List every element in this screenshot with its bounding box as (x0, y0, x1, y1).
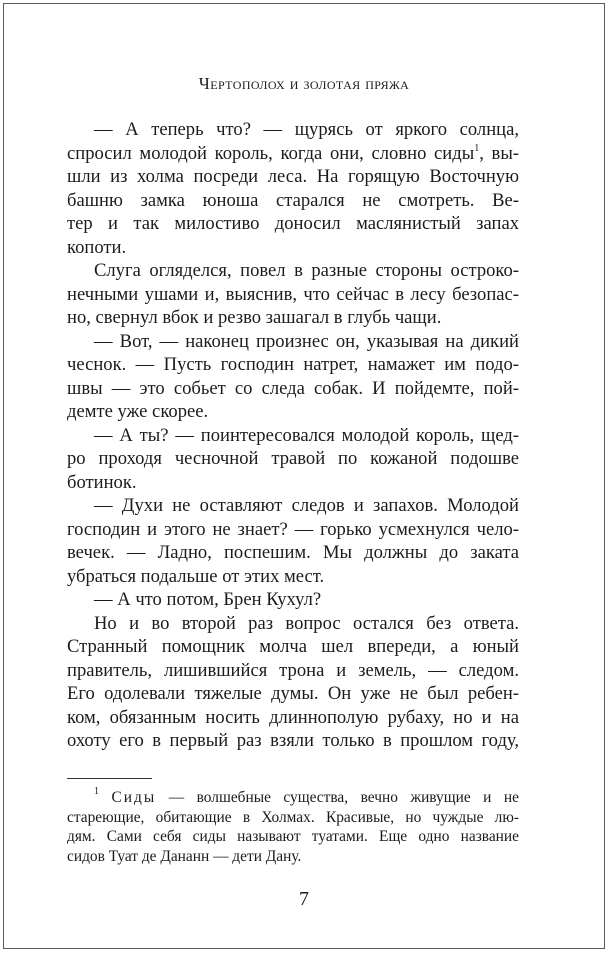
text-line: Странный помощник молча шел впереди, а юный (67, 636, 519, 657)
footnote-marker: 1 (94, 786, 99, 797)
text-line: Но и во второй раз вопрос остался без ответа. (94, 612, 519, 634)
running-header: Чертополох и золотая пряжа (198, 74, 410, 93)
footnote (67, 788, 519, 866)
text-line: — А ты? — поинтересовался молодой король, щед- (94, 424, 519, 446)
text-line: убраться подальше от этих мест. (67, 565, 325, 587)
footnote-divider (67, 778, 152, 779)
text-line: швы — это собьет со следа собак. И пойдемте, пой- (67, 377, 519, 399)
text-line: башню замка юноша старался не смотреть. Ве- (67, 189, 519, 211)
footnote-line: сидов Туат де Дананн — дети Дану. (67, 847, 302, 865)
footnote-fragment: — волшебные существа, вечно живущие и не (156, 789, 520, 806)
text-fragment: , вы- (479, 142, 519, 164)
text-line: — Вот, — наконец произнес он, указывая на дикий (94, 330, 519, 352)
body-text (67, 118, 519, 753)
text-line: правитель, лишившийся трона и земель, — следом. (67, 659, 519, 681)
text-line: — А теперь что? — щурясь от яркого солнца, (94, 119, 519, 140)
text-line (67, 142, 519, 166)
text-line: ботинок. (67, 471, 137, 493)
book-page (3, 3, 605, 949)
text-line: вечек. — Ладно, поспешим. Мы должны до заката (67, 542, 519, 563)
text-line: господин и этого не знает? — горько усмехнулся чело- (67, 518, 519, 540)
text-line: чеснок. — Пусть господин натрет, намажет им подо- (67, 354, 519, 375)
text-line: но, свернул вбок и резво зашагал в глубь чащи. (67, 307, 442, 328)
page-number: 7 (299, 888, 309, 910)
footnote-term: Сиды (111, 789, 157, 806)
text-line: Его одолевали тяжелые думы. Он уже не был ребен- (67, 683, 519, 704)
footnote-line: стареющие, обитающие в Холмах. Красивые, но чуждые лю- (67, 808, 519, 826)
text-line: ком, обязанным носить длиннополую рубаху, но и на (67, 706, 519, 728)
text-line: ро проходя чесночной травой по кожаной подошве (67, 448, 519, 469)
text-fragment: спросил молодой король, когда они, словно сиды (67, 142, 475, 164)
text-line: тер и так милостиво доносил маслянистый запах (67, 213, 519, 234)
text-line: — А что потом, Брен Кухул? (94, 589, 322, 610)
text-line: нечными ушами и, выяснив, что сейчас в лесу безопас- (67, 283, 519, 305)
text-line: охоту его в первый раз взяли только в прошлом году, (67, 730, 519, 751)
text-line: шли из холма посреди леса. На горящую Восточную (67, 166, 519, 187)
footnote-line: дям. Сами себя сиды называют туатами. Еще одно название (67, 828, 519, 845)
footnote-ref: 1 (474, 142, 480, 154)
text-line: демте уже скорее. (67, 401, 209, 422)
footnote-line (67, 788, 519, 808)
text-line: Слуга огляделся, повел в разные стороны остроко- (94, 260, 519, 281)
text-line: — Духи не оставляют следов и запахов. Молодой (94, 495, 519, 516)
text-line: копоти. (67, 236, 127, 258)
